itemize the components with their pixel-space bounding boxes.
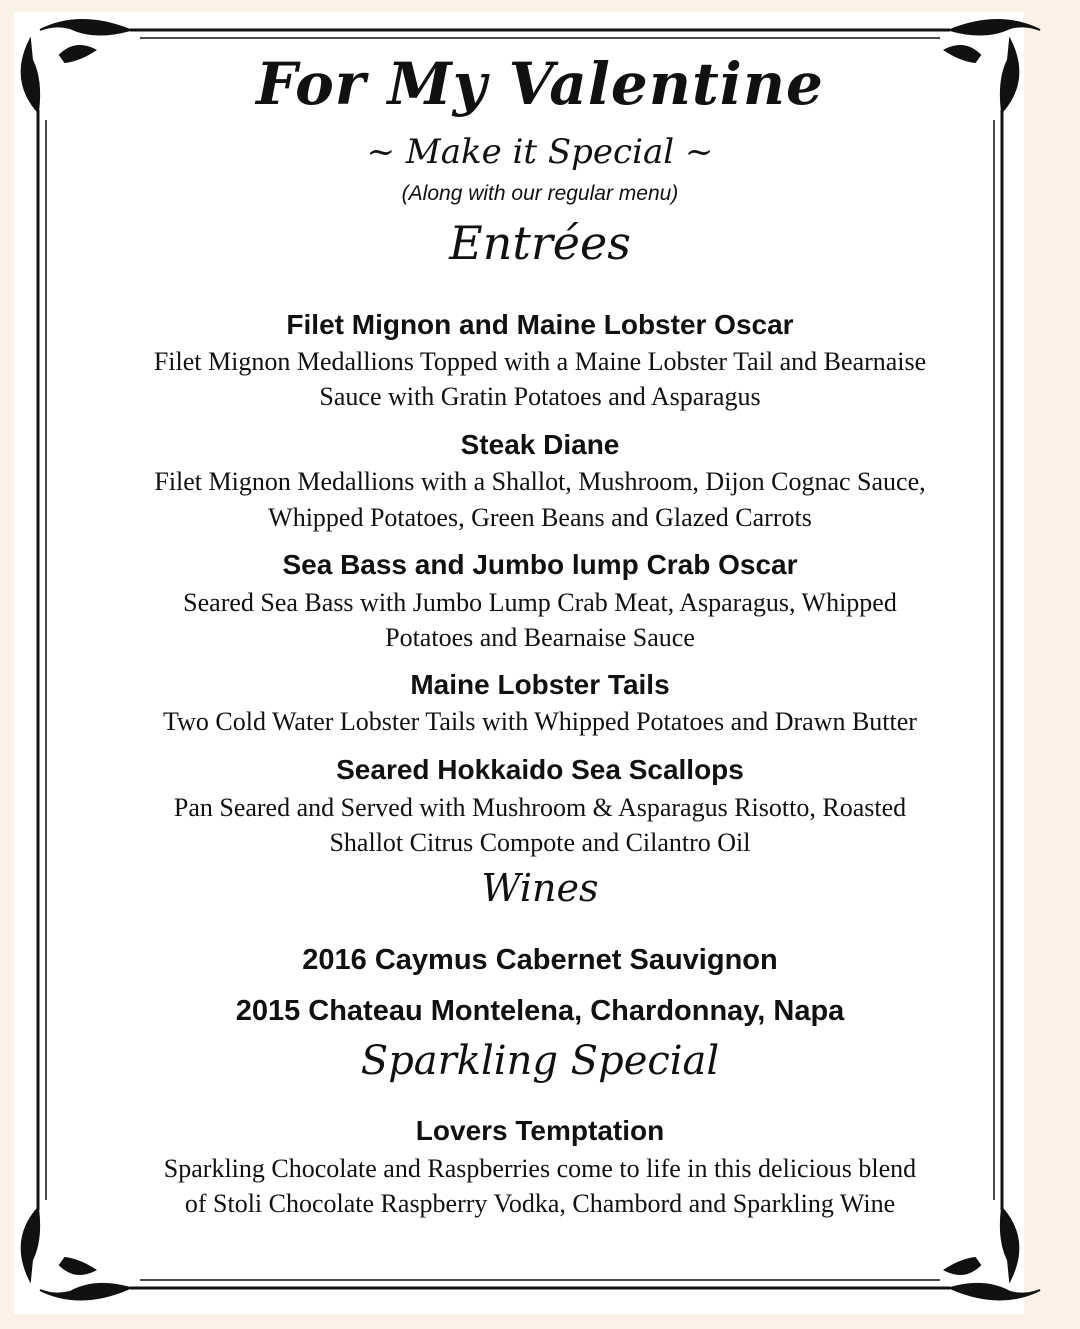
wine-item: 2016 Caymus Cabernet Sauvignon (302, 944, 778, 976)
entree-description: Two Cold Water Lobster Tails with Whipped Potatoes and Drawn Butter (163, 707, 917, 736)
entree-description: Filet Mignon Medallions with a Shallot, Mushroom, Dijon Cognac Sauce, (154, 467, 926, 496)
entree-description: Potatoes and Bearnaise Sauce (385, 623, 695, 652)
sparkling-name: Lovers Temptation (415, 1115, 665, 1146)
wines-heading: Wines (481, 866, 599, 910)
sparkling-description: of Stoli Chocolate Raspberry Vodka, Chambord and Sparkling Wine (184, 1189, 896, 1218)
entree-description: Seared Sea Bass with Jumbo Lump Crab Meat, Asparagus, Whipped (183, 588, 897, 617)
entree-description: Pan Seared and Served with Mushroom & Asparagus Risotto, Roasted (173, 793, 907, 822)
entree-name: Steak Diane (460, 429, 620, 460)
menu-title: For My Valentine (256, 50, 824, 118)
entree-name: Sea Bass and Jumbo lump Crab Oscar (282, 549, 798, 580)
entrees-heading: Entrées (449, 216, 631, 270)
menu-subtitle: ~ Make it Special ~ (366, 132, 714, 172)
menu-note: (Along with our regular menu) (401, 182, 679, 205)
entree-name: Maine Lobster Tails (410, 669, 670, 700)
entree-name: Seared Hokkaido Sea Scallops (336, 754, 744, 785)
sparkling-heading: Sparkling Special (360, 1038, 720, 1084)
entree-name: Filet Mignon and Maine Lobster Oscar (286, 309, 794, 340)
entree-description: Whipped Potatoes, Green Beans and Glazed Carrots (268, 503, 812, 532)
entree-description: Shallot Citrus Compote and Cilantro Oil (329, 828, 751, 857)
entree-description: Filet Mignon Medallions Topped with a Maine Lobster Tail and Bearnaise (153, 347, 927, 376)
sparkling-description: Sparkling Chocolate and Raspberries come to life in this delicious blend (163, 1154, 917, 1183)
entree-description: Sauce with Gratin Potatoes and Asparagus (319, 382, 761, 411)
wine-item: 2015 Chateau Montelena, Chardonnay, Napa (235, 995, 845, 1027)
